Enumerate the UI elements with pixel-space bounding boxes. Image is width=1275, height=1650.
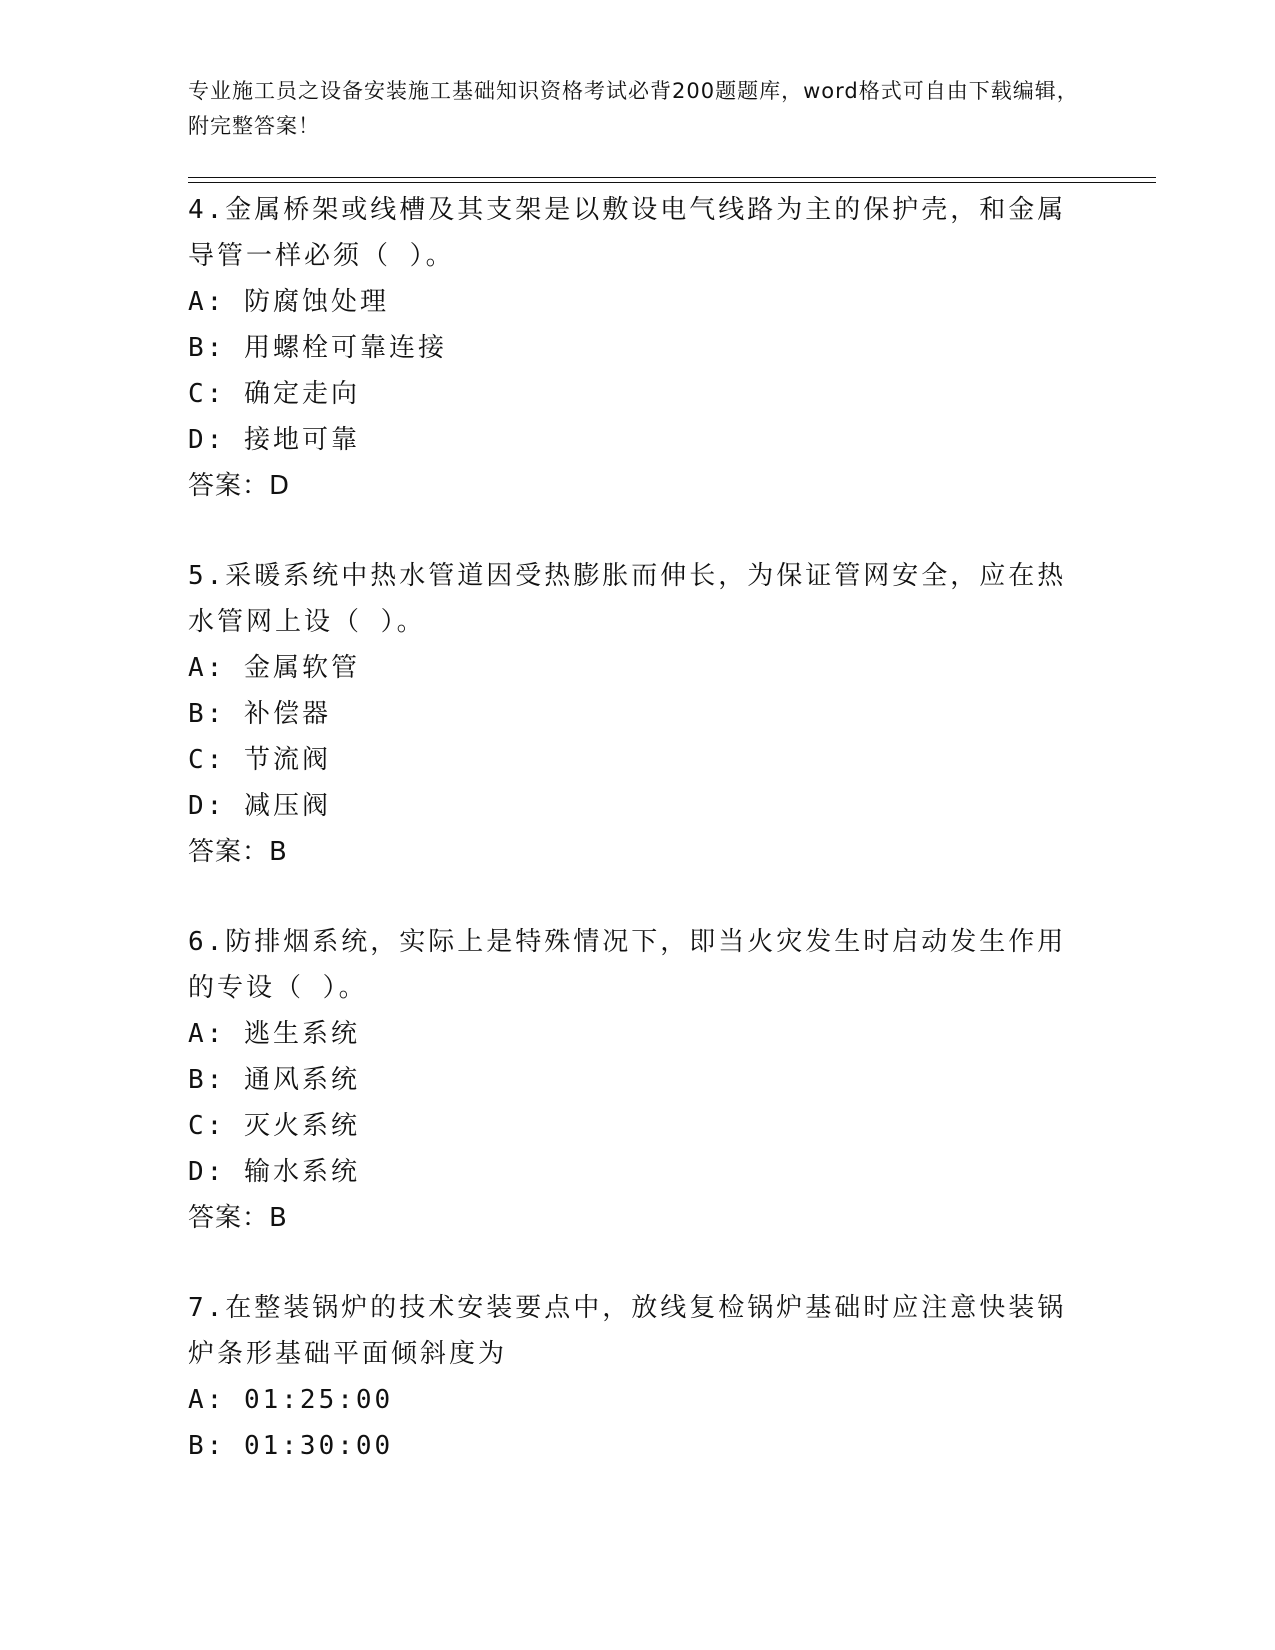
option-a: A: 01:25:00: [188, 1385, 394, 1415]
header-divider-line: [188, 177, 1156, 178]
option-d: D: 接地可靠: [188, 425, 360, 455]
question-5: [188, 553, 1088, 875]
question-stem: 6.防排烟系统，实际上是特殊情况下，即当火灾发生时启动发生作用的专设（ ）。: [188, 927, 1067, 1003]
document-header: [188, 74, 1088, 144]
answer: 答案：D: [188, 471, 291, 501]
header-divider-line-2: [188, 182, 1156, 183]
option-a: A: 金属软管: [188, 653, 360, 683]
question-4: [188, 187, 1088, 509]
option-b: B: 补偿器: [188, 699, 331, 729]
option-b: B: 通风系统: [188, 1065, 360, 1095]
option-a: A: 逃生系统: [188, 1019, 360, 1049]
option-c: C: 确定走向: [188, 379, 360, 409]
question-stem: 7.在整装锅炉的技术安装要点中，放线复检锅炉基础时应注意快装锅炉条形基础平面倾斜度为: [188, 1293, 1067, 1369]
answer: 答案：B: [188, 837, 288, 867]
question-stem: 4.金属桥架或线槽及其支架是以敷设电气线路为主的保护壳，和金属导管一样必须（ ）。: [188, 195, 1067, 271]
question-7: [188, 1285, 1088, 1469]
option-a: A: 防腐蚀处理: [188, 287, 389, 317]
option-d: D: 减压阀: [188, 791, 331, 821]
answer: 答案：B: [188, 1203, 288, 1233]
question-list: [188, 187, 1088, 1513]
option-b: B: 用螺栓可靠连接: [188, 333, 447, 363]
option-c: C: 灭火系统: [188, 1111, 360, 1141]
question-6: [188, 919, 1088, 1241]
option-b: B: 01:30:00: [188, 1431, 394, 1461]
question-stem: 5.采暖系统中热水管道因受热膨胀而伸长，为保证管网安全，应在热水管网上设（ ）。: [188, 561, 1067, 637]
option-d: D: 输水系统: [188, 1157, 360, 1187]
header-text: 专业施工员之设备安装施工基础知识资格考试必背200题题库，word格式可自由下载编辑，附完整答案！: [188, 79, 1079, 138]
option-c: C: 节流阀: [188, 745, 331, 775]
